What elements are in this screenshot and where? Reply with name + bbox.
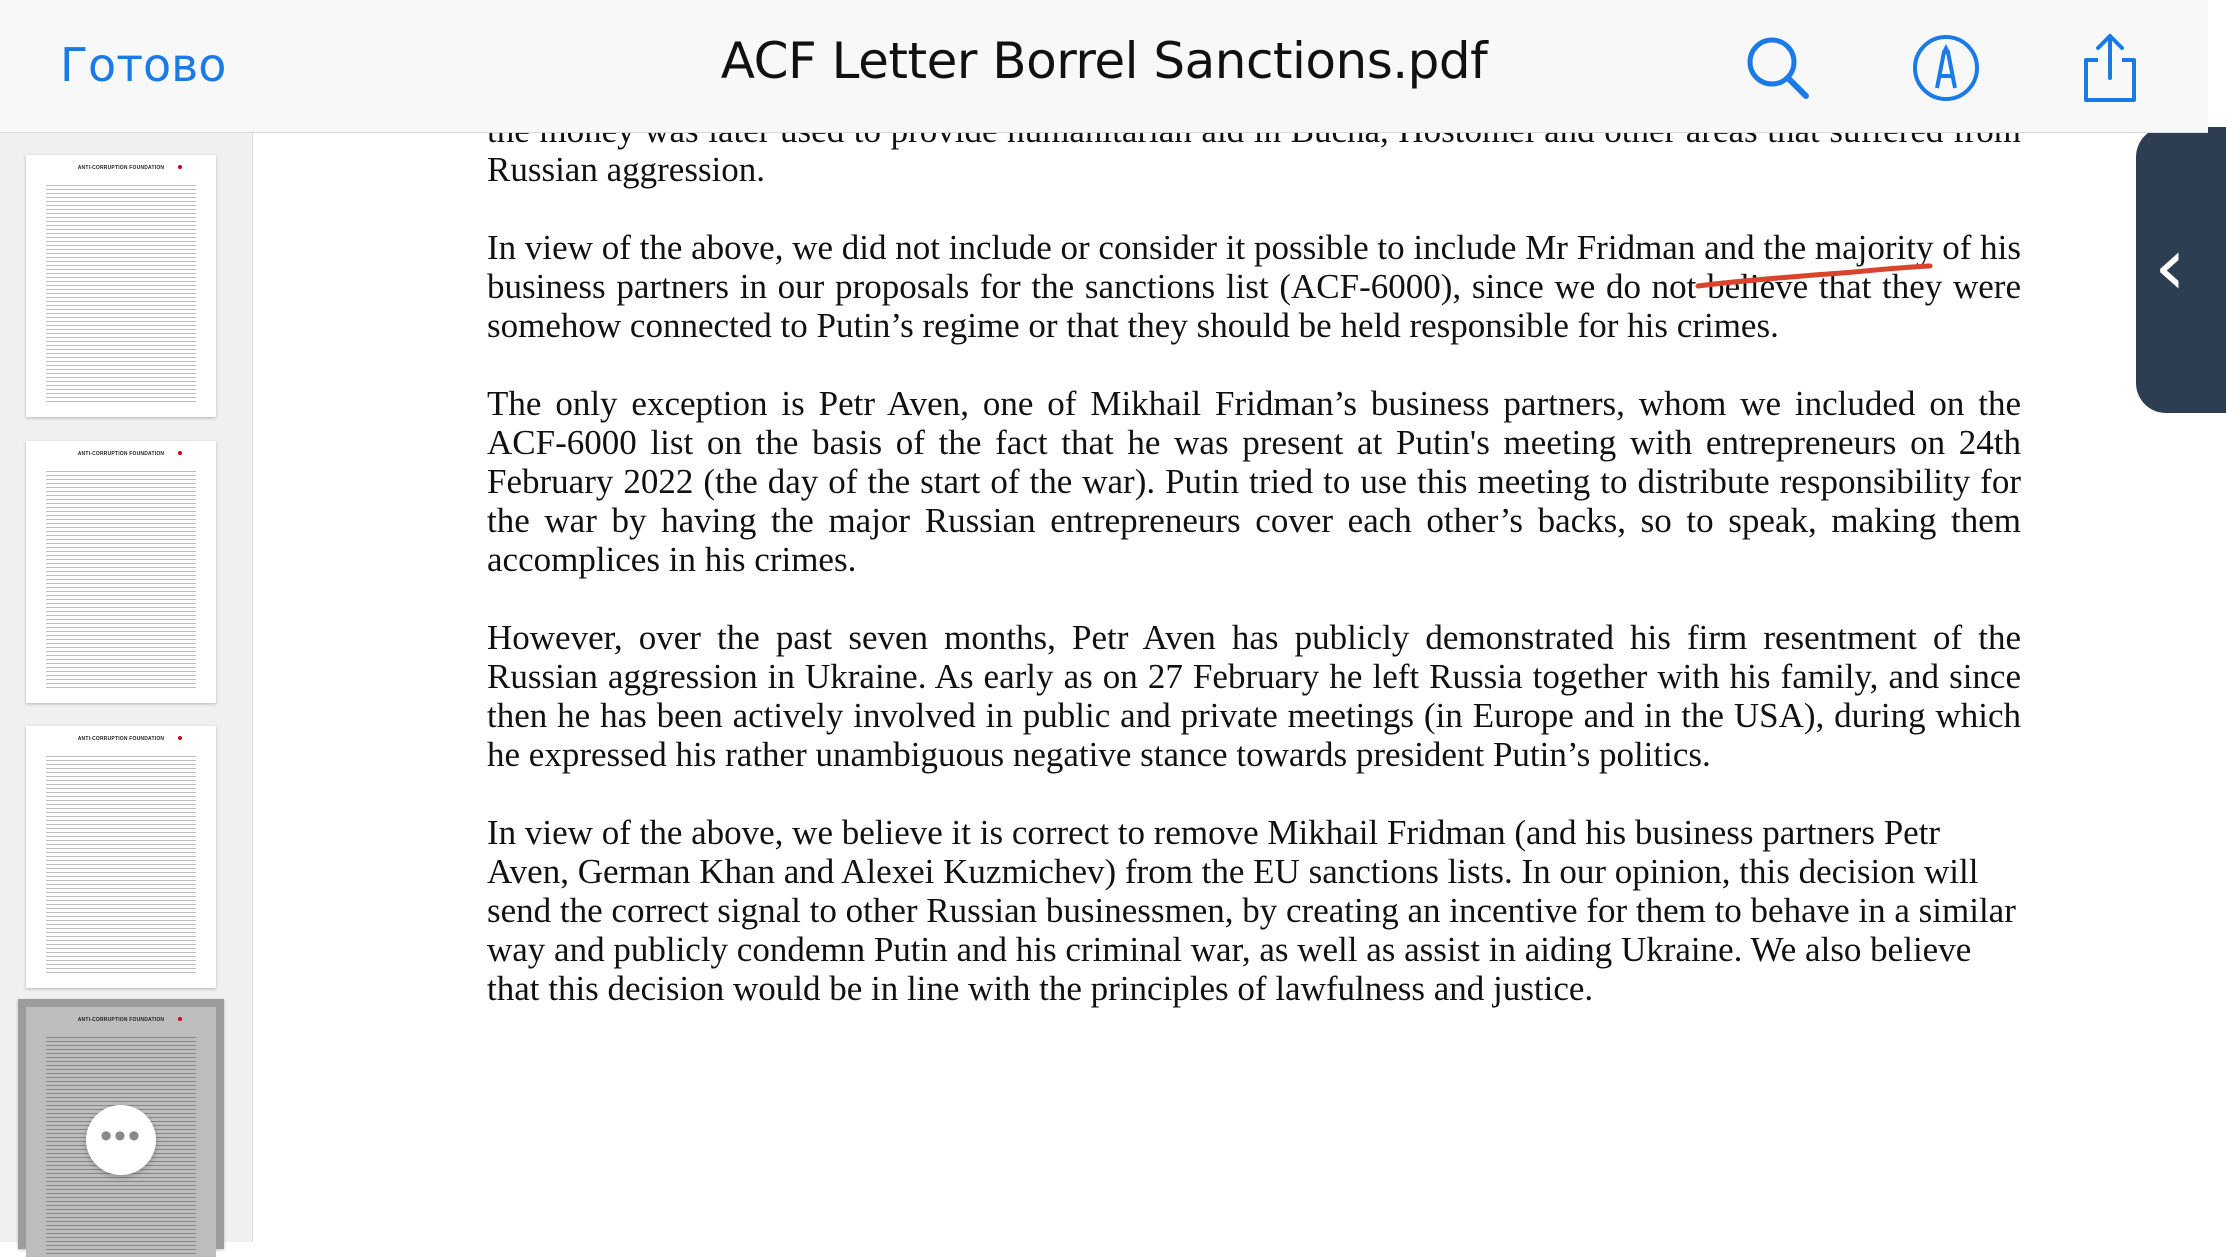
logo-dot-icon [178,165,182,169]
navigation-bar [0,0,2208,133]
more-options-button[interactable]: ••• [86,1105,156,1175]
paragraph: In view of the above, we believe it is correct to remove Mikhail Fridman (and his business partners Petr Aven, German Khan and Alexei Kuzmichev) from the EU sanctions lists. In our opinion, this decision will send the correct signal to other Russian businessmen, by creating an incentive for them to behave in a similar way and publicly condemn Putin and his criminal war, as well as assist in aiding Ukraine. We also believe that this decision would be in line with the principles of lawfulness and justice. [487,813,2016,1008]
page-thumbnail[interactable] [26,441,216,703]
paragraph: Russian aggression. [487,150,766,189]
thumbnail-text-lines [46,185,196,405]
logo-dot-icon [178,736,182,740]
thumbnail-header: ANTI-CORRUPTION FOUNDATION [77,736,165,742]
paragraph: The only exception is Petr Aven, one of Mikhail Fridman’s business partners, whom we included on the ACF-6000 list on the basis of the fact that he was present at Putin's meeting with entrepreneurs on 24th February 2022 (the day of the start of the war). Putin tried to use this meeting to distribute responsibility for the war by having the major Russian entrepreneurs cover each other’s backs, so to speak, making them accomplices in his crimes. [487,384,2021,579]
pdf-page[interactable] [258,133,2208,1242]
thumbnail-header: ANTI-CORRUPTION FOUNDATION [77,165,165,171]
logo-dot-icon [178,1017,182,1021]
chevron-left-icon: ‹ [2154,220,2186,313]
page-thumbnail[interactable] [26,726,216,988]
thumbnail-text-lines [46,471,196,691]
done-button[interactable]: Готово [60,38,227,92]
paragraph: However, over the past seven months, Petr Aven has publicly demonstrated his firm resentment of the Russian aggression in Ukraine. As early as on 27 February he left Russia together with his family, and since then he has been actively involved in public and private meetings (in Europe and in the USA), during which he expressed his rather unambiguous negative stance towards president Putin’s politics. [487,618,2021,774]
share-icon[interactable] [2072,30,2148,106]
side-panel-tab[interactable] [2136,127,2226,413]
search-icon[interactable] [1740,30,1816,106]
thumbnail-header: ANTI-CORRUPTION FOUNDATION [77,1017,165,1023]
markup-pen-icon[interactable] [1908,30,1984,106]
page-thumbnail[interactable] [26,155,216,417]
thumbnail-text-lines [46,756,196,976]
thumbnail-header: ANTI-CORRUPTION FOUNDATION [77,451,165,457]
paragraph: In view of the above, we did not include or consider it possible to include Mr Fridman and the majority of his business partners in our proposals for the sanctions list (ACF-6000), since we do not believe that they were somehow connected to Putin’s regime or that they should be held responsible for his crimes. [487,228,2021,345]
document-body [487,111,2021,1047]
document-title: ACF Letter Borrel Sanctions.pdf [720,32,1488,90]
page-thumbnail-sidebar [0,133,253,1242]
logo-dot-icon [178,451,182,455]
